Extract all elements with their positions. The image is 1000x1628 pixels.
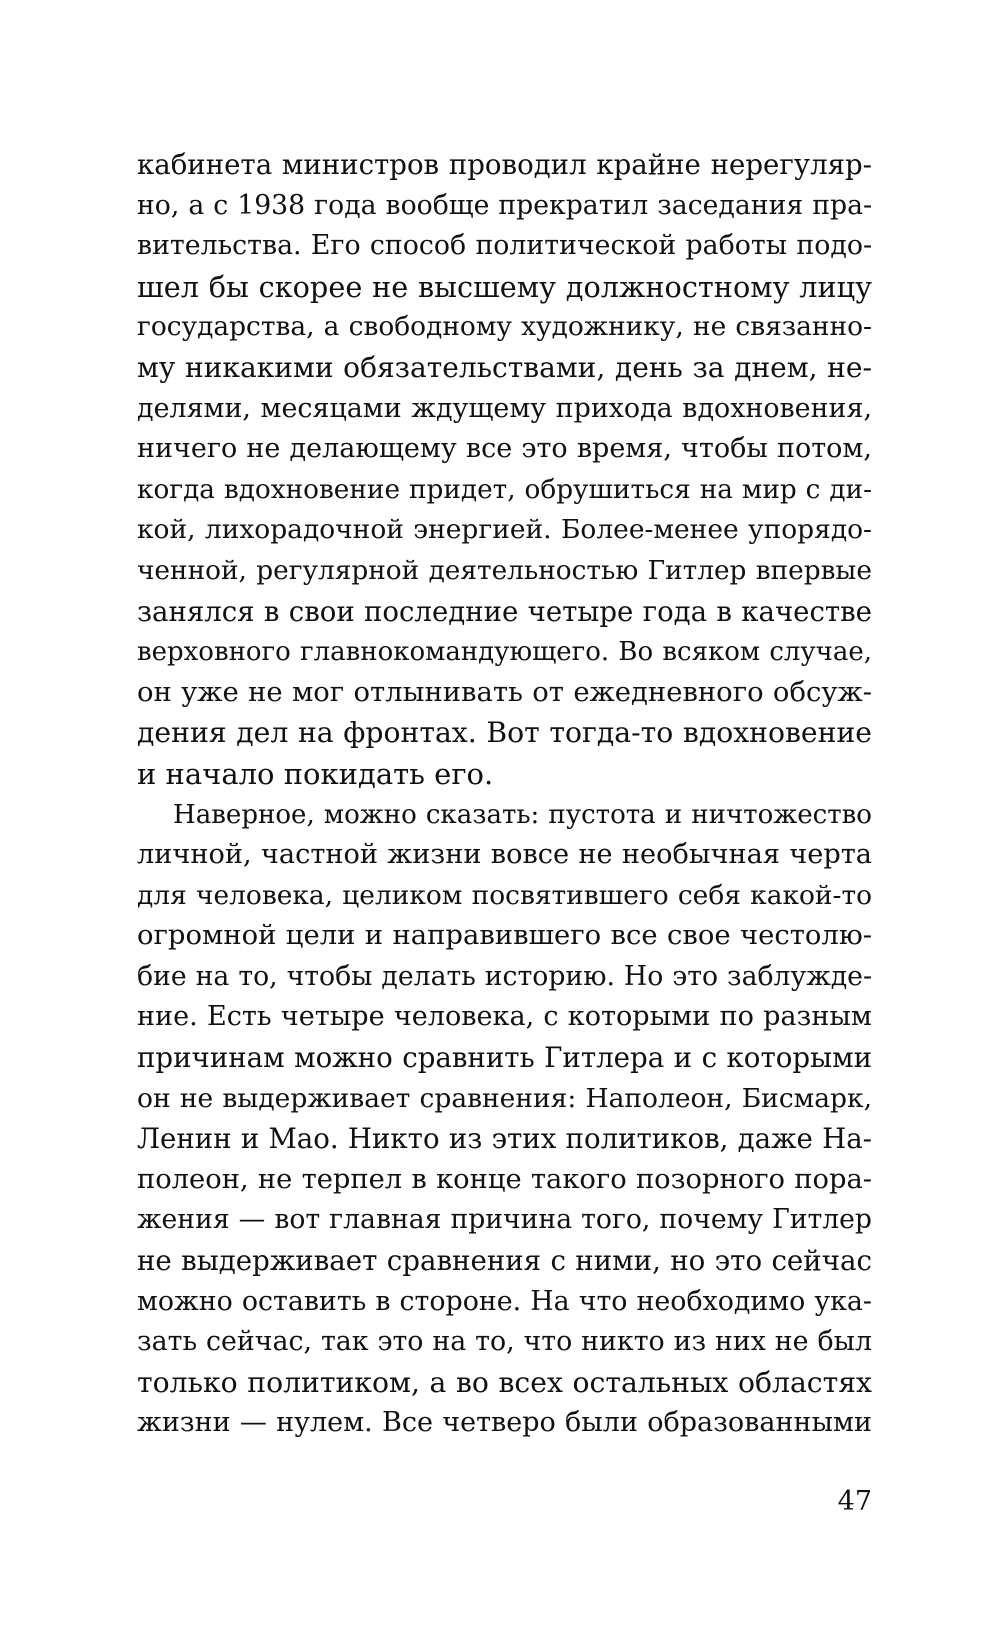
paragraph-2 <box>137 795 872 1445</box>
text-line: шел бы скорее не высшему должностному лицу <box>137 269 872 304</box>
text-line: жения — вот главная причина того, почему Гитлер <box>137 1204 872 1236</box>
text-line: занялся в свои последние четыре года в качестве <box>137 594 872 628</box>
text-line: только политиком, а во всех остальных областях <box>137 1365 872 1399</box>
text-line: жизни — нулем. Все четверо были образованными <box>137 1407 872 1439</box>
text-line: он не выдерживает сравнения: Наполеон, Бисмарк, <box>137 1082 872 1114</box>
text-line: ченной, регулярной деятельностью Гитлер впервые <box>137 555 872 586</box>
text-line: государства, а свободному художнику, не связанно- <box>137 311 872 343</box>
text-line: бие на то, чтобы делать историю. Но это заблужде- <box>137 960 872 992</box>
text-line: огромной цели и направившего все свое честолю- <box>137 920 872 952</box>
text-line: причинам можно сравнить Гитлера и с которыми <box>137 1041 872 1075</box>
text-line: ничего не делающему все это время, чтобы потом, <box>137 433 872 465</box>
text-line: верховного главнокомандующего. Во всяком случае, <box>137 637 872 668</box>
text-line: личной, частной жизни вовсе не необычная черта <box>137 839 872 871</box>
text-line: когда вдохновение придет, обрушиться на мир с ди- <box>137 474 872 505</box>
text-line: можно оставить в стороне. На что необходимо ука- <box>137 1285 872 1317</box>
text-line: не выдерживает сравнения с ними, но это сейчас <box>137 1244 872 1278</box>
body-text <box>137 145 872 1444</box>
text-line: полеон, не терпел в конце такого позорного пора- <box>137 1163 872 1195</box>
page-number: 47 <box>837 1486 872 1517</box>
text-line: он уже не мог отлынивать от ежедневного обсуж- <box>137 676 872 708</box>
text-line: ние. Есть четыре человека, с которыми по разным <box>137 1001 872 1033</box>
text-line: кабинета министров проводил крайне нерегуляр- <box>137 148 872 181</box>
text-line: Ленин и Мао. Никто из этих политиков, даже На- <box>137 1122 872 1156</box>
text-line: зать сейчас, так это на то, что никто из них не был <box>137 1326 872 1358</box>
text-line: и начало покидать его. <box>137 756 494 791</box>
text-line: му никакими обязательствами, день за днем, не- <box>137 350 872 384</box>
text-line: дения дел на фронтах. Вот тогда-то вдохновение <box>137 716 872 750</box>
text-line: кой, лихорадочной энергией. Более-менее упорядо- <box>137 514 872 546</box>
text-line: делями, месяцами ждущему прихода вдохновения, <box>137 392 872 424</box>
text-line: для человека, целиком посвятившего себя какой-то <box>137 879 872 911</box>
text-line: Наверное, можно сказать: пустота и ничтожество <box>173 799 872 830</box>
paragraph-1 <box>137 145 872 795</box>
text-line: вительства. Его способ политической работы подо- <box>137 230 872 262</box>
text-line: но, а с 1938 года вообще прекратил заседания пра- <box>137 189 872 221</box>
